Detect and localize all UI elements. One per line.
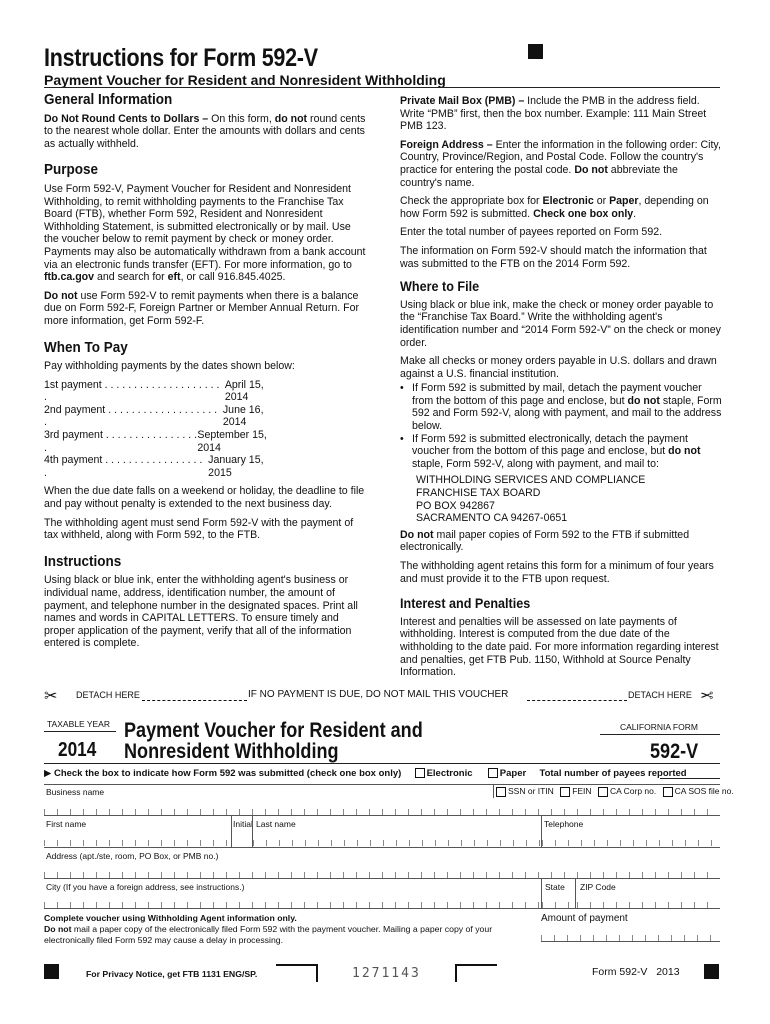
detach-dash-right <box>527 700 627 701</box>
when-to-pay-p2: The withholding agent must send Form 592-V with the payment of tax withheld, along with Form 592, to the FTB. <box>44 516 354 542</box>
check-row <box>44 768 687 779</box>
ssn-checkbox[interactable] <box>496 787 506 797</box>
when-to-pay-intro: Pay withholding payments by the dates shown below: <box>44 360 295 373</box>
taxable-year-label: TAXABLE YEAR <box>47 719 110 729</box>
b2-text-b: staple, Form 592-V, along with payment, and mail to: <box>412 457 659 470</box>
enter-total-paragraph: Enter the total number of payees reported on Form 592. <box>400 226 663 239</box>
check-one-box: Check one box only <box>533 207 634 220</box>
state-label: State <box>545 882 565 892</box>
bullet-mail-text <box>412 382 722 432</box>
round-cents-lead: Do Not Round Cents to Dollars – <box>44 112 212 125</box>
where-to-file-heading: Where to File <box>400 278 480 295</box>
bullet-icon: • <box>400 382 404 395</box>
mail-note-do-not: Do not <box>44 924 72 934</box>
check-end: . <box>633 207 637 220</box>
name-row-rule <box>44 815 720 816</box>
when-to-pay-heading: When To Pay <box>44 338 128 356</box>
general-information-text <box>44 113 366 151</box>
electronic-checkbox[interactable] <box>415 768 425 778</box>
fein-label: FEIN <box>572 786 592 796</box>
corner-bracket-right <box>455 964 497 982</box>
total-payees-label: Total number of payees reported <box>539 768 687 779</box>
electronic-label: Electronic <box>426 768 473 779</box>
instructions-heading: Instructions <box>44 552 122 570</box>
address-line: FRANCHISE TAX BOARD <box>416 487 541 500</box>
registration-mark <box>528 44 543 59</box>
where-p4: The withholding agent retains this form for a minimum of four years and must provide it to the FTB upon request. <box>400 560 714 585</box>
p3-do-not: Do not <box>400 528 434 541</box>
taxable-year: 2014 <box>58 739 97 761</box>
mailing-address <box>400 474 722 524</box>
payment-date: April 15, 2014 <box>224 378 264 404</box>
purpose-heading: Purpose <box>44 161 99 179</box>
purpose-text-c: , or call 916.845.4025. <box>180 271 286 284</box>
last-name-label: Last name <box>256 819 296 829</box>
voucher-title-line2: Nonresident Withholding <box>124 740 339 763</box>
left-column <box>44 91 366 656</box>
ftb-website-link[interactable]: ftb.ca.gov <box>44 271 95 284</box>
arrow-right-icon: ▶ <box>44 768 52 779</box>
registration-mark <box>704 964 719 979</box>
address-line: WITHHOLDING SERVICES AND COMPLIANCE <box>416 474 646 487</box>
page-title: Instructions for Form 592-V <box>44 44 318 72</box>
payment-date: September 15, 2014 <box>197 429 267 454</box>
bullet-electronic-text <box>412 433 722 471</box>
payment-row <box>44 404 290 429</box>
id-type-options <box>496 786 734 797</box>
paper-label: Paper <box>499 768 527 779</box>
payment-date: June 16, 2014 <box>222 403 264 429</box>
purpose-paragraph-2 <box>44 290 366 328</box>
address-row-rule <box>44 847 720 848</box>
amount-of-payment-label: Amount of payment <box>541 913 628 924</box>
foreign-text-b: abbreviate the country's name. <box>400 163 678 189</box>
last-name-input[interactable] <box>253 840 540 846</box>
match-paragraph: The information on Form 592-V should match the information that was submitted to the FTB on the 2014 Form 592. <box>400 244 707 270</box>
payment-row <box>44 379 290 404</box>
right-column <box>400 95 722 685</box>
form-number: 592-V <box>650 740 699 763</box>
instructions-text: Using black or blue ink, enter the withholding agent's business or individual name, address, identification number, the amount of payment, and telephone number in the designated spaces. Print all names and words in CAPITAL LETTERS. To ensure timely and proper application of the payment, verify that all of the information entered is complete. <box>44 574 358 650</box>
page-subtitle: Payment Voucher for Resident and Nonresident Withholding <box>44 72 446 88</box>
taxable-year-rule <box>44 731 116 732</box>
zip-label: ZIP Code <box>580 882 616 892</box>
voucher-top-rule <box>44 763 720 764</box>
first-name-label: First name <box>46 819 87 829</box>
registration-mark <box>44 964 59 979</box>
foreign-text-a: Enter the information in the following order: City, Country, Province/Region, and Postal Code. Follow the country's practice for entering the postal code. <box>400 138 721 176</box>
detach-dash-left <box>142 700 247 701</box>
pmb-paragraph <box>400 95 722 133</box>
purpose-paragraph-1 <box>44 183 366 284</box>
initial-divider <box>231 815 232 847</box>
pmb-text: Include the PMB in the address field. Write “PMB” first, then the box number. Example: 111 Main Street PMB 123. <box>400 95 707 133</box>
business-name-label: Business name <box>46 787 105 797</box>
when-to-pay-p1: When the due date falls on a weekend or holiday, the deadline to file and pay without penalty is extended to the next business day. <box>44 485 365 511</box>
business-row-rule <box>44 784 720 785</box>
scissors-right-icon: ✂ <box>700 688 714 705</box>
payment-date: January 15, 2015 <box>208 454 264 479</box>
general-information-heading: General Information <box>44 91 173 108</box>
b1-do-not: do not <box>627 394 660 407</box>
city-label: City (If you have a foreign address, see instructions.) <box>46 882 245 892</box>
payment-label: 3rd payment . . . . . . . . . . . . . . . . . <box>44 429 198 454</box>
check-electronic: Electronic <box>542 195 594 208</box>
california-form-rule <box>600 734 720 735</box>
california-form-label: CALIFORNIA FORM <box>620 722 698 732</box>
address-line: PO BOX 942867 <box>416 499 495 512</box>
total-payees-input[interactable] <box>660 778 720 779</box>
pmb-lead: Private Mail Box (PMB) – <box>400 95 528 107</box>
check-or: or <box>593 195 610 208</box>
ca-corp-label: CA Corp no. <box>609 786 657 796</box>
b2-text-a: If Form 592 is submitted electronically, detach the payment voucher from the bottom of this page and enclose, but <box>412 432 688 458</box>
interest-penalties-heading: Interest and Penalties <box>400 595 531 612</box>
where-p1: Using black or blue ink, make the check or money order payable to the “Franchise Tax Board.” Write the withholding agent's identification number and “2014 Form 592-V” on the check or money order. <box>400 298 721 349</box>
mail-note-text: mail a paper copy of the electronically filed Form 592 with the payment voucher. Mailing a paper copy of your electronically filed Form 592 may cause a delay in processing. <box>44 924 493 945</box>
voucher-title-line1: Payment Voucher for Resident and <box>124 719 423 742</box>
detach-here-right: DETACH HERE <box>628 690 692 700</box>
fein-checkbox[interactable] <box>560 787 570 797</box>
bullet-electronic <box>400 433 722 471</box>
mail-paper-note <box>44 924 494 946</box>
amount-underline <box>541 941 720 942</box>
general-text-1: On this form, <box>211 112 275 125</box>
b1-text-a: If Form 592 is submitted by mail, detach the payment voucher from the bottom of this page and enclose, but <box>412 382 702 407</box>
paper-checkbox[interactable] <box>488 768 498 778</box>
payment-schedule <box>44 379 366 480</box>
corner-bracket-left <box>276 964 318 982</box>
address-line: SACRAMENTO CA 94267-0651 <box>416 512 568 525</box>
foreign-do-not: Do not <box>574 163 608 176</box>
p3-text: mail paper copies of Form 592 to the FTB if submitted electronically. <box>400 528 690 554</box>
foreign-lead: Foreign Address – <box>400 138 496 151</box>
where-p3 <box>400 529 722 554</box>
payment-row <box>44 429 290 454</box>
check-instruction: Check the box to indicate how Form 592 was submitted (check one box only) <box>53 768 402 779</box>
no-payment-notice: IF NO PAYMENT IS DUE, DO NOT MAIL THIS VOUCHER <box>248 689 509 700</box>
bullet-mail <box>400 382 722 432</box>
city-row-bottom-rule <box>44 908 720 909</box>
payment-label: 2nd payment . . . . . . . . . . . . . . . . . . . . <box>44 403 218 429</box>
check-paper: Paper <box>609 195 639 208</box>
initial-label: Initial <box>233 819 253 829</box>
check-text-a: Check the appropriate box for <box>400 195 543 208</box>
general-do-not: do not <box>274 112 308 125</box>
footer-form-number: Form 592-V <box>592 966 648 978</box>
bullet-icon: • <box>400 432 404 445</box>
ca-sos-label: CA SOS file no. <box>674 786 734 796</box>
purpose-text-a: Use Form 592-V, Payment Voucher for Resident and Nonresident Withholding, to remit withholding payments to the Franchise Tax Board (FTB), whether Form 592, Resident and Nonresident Withholding Statement, is submitted electronically or by mail. Use the voucher below to remit payment by check or money order. Payments may also be automatically withdrawn from a bank account via an electronic funds transfer (EFT). For more information, go to <box>44 182 366 271</box>
complete-voucher-note: Complete voucher using Withholding Agent information only. <box>44 913 297 923</box>
interest-penalties-text: Interest and penalties will be assessed on late payments of withholding. Interest is computed from the due date of the withholding to the date paid. For more information regarding interest and penalties, get FTB Pub. 1150, Withhold at Source Penalty Information. <box>400 615 719 679</box>
privacy-notice: For Privacy Notice, get FTB 1131 ENG/SP. <box>86 969 258 979</box>
ca-corp-checkbox[interactable] <box>598 787 608 797</box>
footer-form-name <box>592 966 680 978</box>
scissors-left-icon: ✂ <box>44 688 58 705</box>
ssn-label: SSN or ITIN <box>508 786 554 796</box>
b2-do-not: do not <box>668 445 701 458</box>
eft-keyword: eft <box>167 271 181 284</box>
ca-sos-checkbox[interactable] <box>663 787 673 797</box>
payment-label: 1st payment . . . . . . . . . . . . . . . . . . . . . <box>44 378 220 404</box>
foreign-address-paragraph <box>400 139 722 189</box>
payment-row <box>44 454 290 479</box>
detach-here-left: DETACH HERE <box>76 690 140 700</box>
id-section-divider <box>493 784 494 798</box>
b1-text-b: staple, Form 592 and Form 592-V, along with payment, and mail to the address below. <box>412 394 722 433</box>
check-text-b: , depending on how Form 592 is submitted. <box>400 195 709 220</box>
address-label: Address (apt./ste, room, PO Box, or PMB no.) <box>46 851 219 861</box>
purpose-text-b: and search for <box>94 271 168 284</box>
check-box-paragraph <box>400 195 722 220</box>
telephone-input[interactable] <box>542 840 720 846</box>
barcode-number: 1271143 <box>352 966 421 981</box>
header-rule <box>44 87 720 88</box>
general-text-2: round cents to the nearest whole dollar. Enter the amounts with dollars and cents as actually withheld. <box>44 112 366 150</box>
purpose-do-not: Do not <box>44 289 78 302</box>
zip-divider <box>575 878 576 908</box>
purpose-text-2: use Form 592-V to remit payments when there is a balance due on Form 592-F, Foreign Partner or Member Annual Return. For more information, get Form 592-F. <box>44 289 360 327</box>
footer-form-year: 2013 <box>656 966 680 978</box>
telephone-label: Telephone <box>544 819 584 829</box>
first-name-input[interactable] <box>44 840 230 846</box>
where-p2: Make all checks or money orders payable in U.S. dollars and drawn against a U.S. financial institution. <box>400 355 717 380</box>
city-row-rule <box>44 878 720 879</box>
payment-label: 4th payment . . . . . . . . . . . . . . . . . . <box>44 454 203 479</box>
